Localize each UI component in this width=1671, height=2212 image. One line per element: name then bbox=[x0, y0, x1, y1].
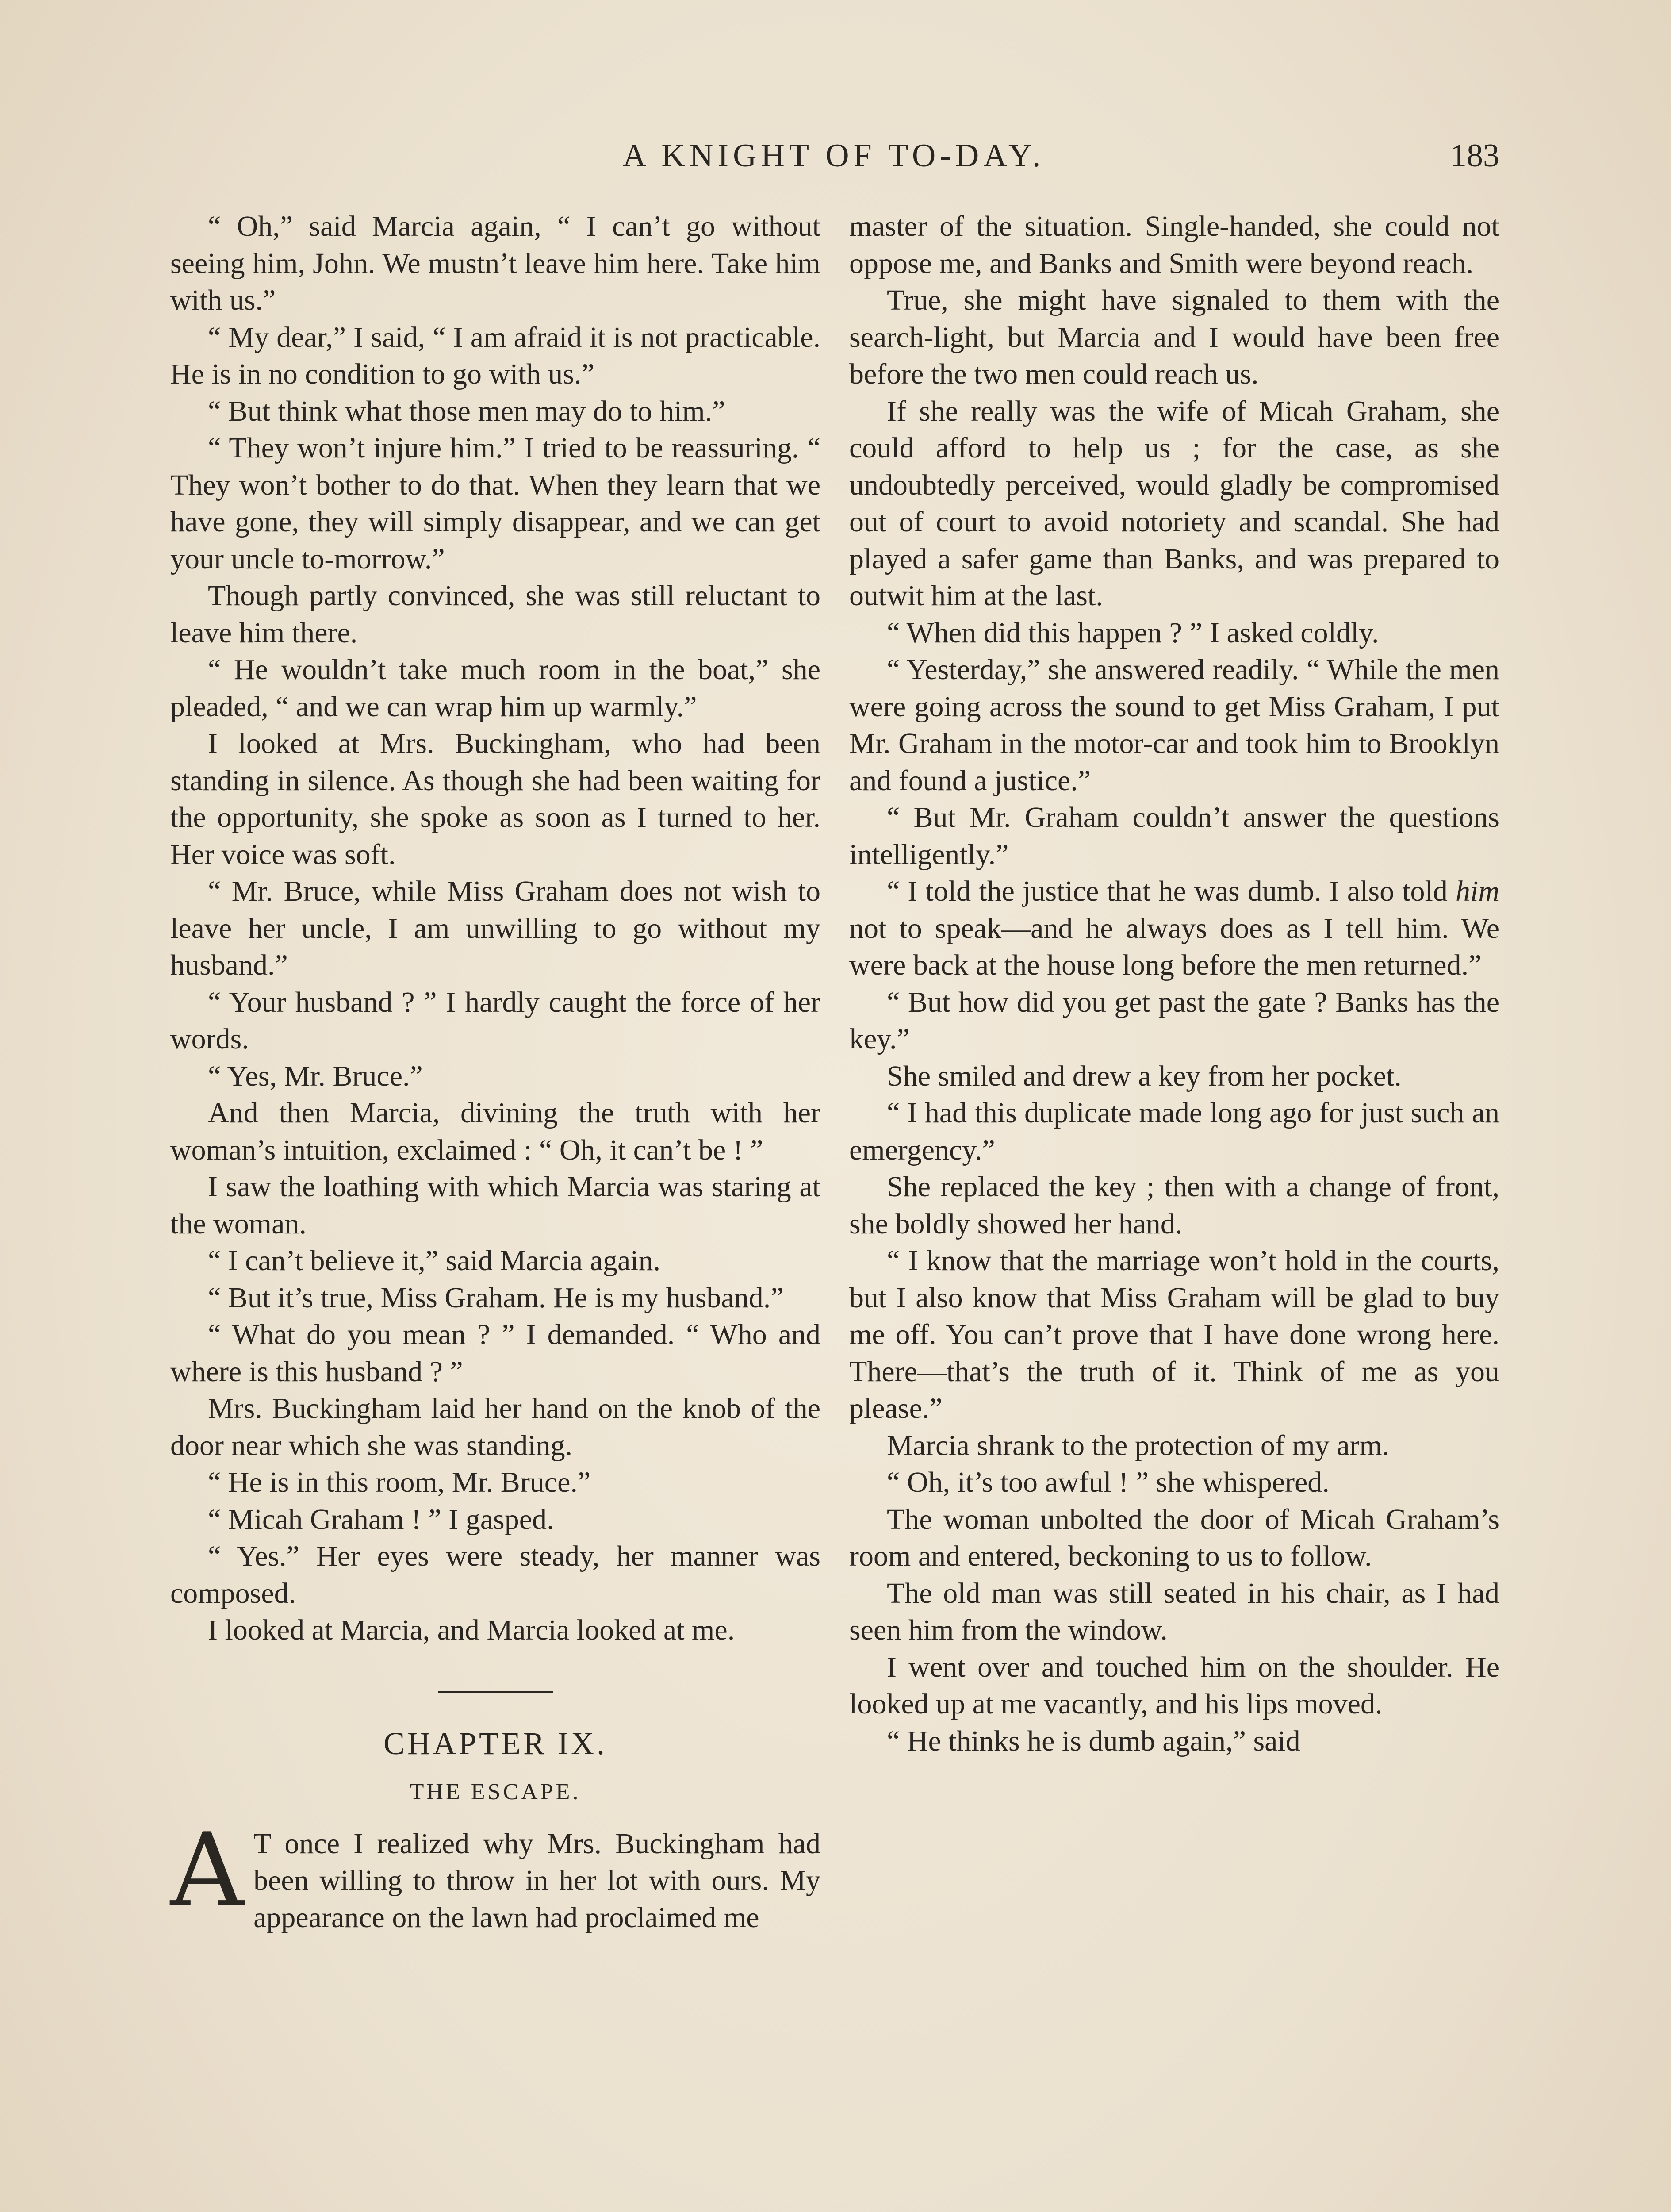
paragraph: “ Yesterday,” she answered readily. “ While the men were going across the sound to get Miss Graham, I put Mr. Graham in the motor-car and took him to Brooklyn and found a justice.” bbox=[849, 653, 1499, 797]
paragraph: “ But think what those men may do to him.” bbox=[208, 395, 725, 427]
paragraph: “ But Mr. Graham couldn’t answer the questions intelligently.” bbox=[849, 801, 1499, 871]
chapter-opening-paragraph bbox=[170, 1811, 820, 1936]
right-column bbox=[849, 208, 1499, 1759]
paragraph: “ Micah Graham ! ” I gasped. bbox=[208, 1503, 554, 1536]
paragraph: “ I can’t believe it,” said Marcia again. bbox=[208, 1244, 661, 1277]
paragraph: “ He is in this room, Mr. Bruce.” bbox=[208, 1466, 591, 1498]
text-run: not to speak—and he always does as I tell him. We were back at the house long before the men returned.” bbox=[849, 912, 1499, 981]
paragraph: “ I know that the marriage won’t hold in the courts, but I also know that Miss Graham will be glad to buy me off. You can’t prove that I have done wrong here. There—that’s the truth of it. Think of me as you please.” bbox=[849, 1244, 1499, 1425]
paragraph: She replaced the key ; then with a change of front, she boldly showed her hand. bbox=[849, 1171, 1499, 1240]
paragraph: True, she might have signaled to them with the search-light, but Marcia and I would have been free before the two men could reach us. bbox=[849, 284, 1499, 390]
paragraph: The old man was still seated in his chair, as I had seen him from the window. bbox=[849, 1577, 1499, 1646]
paragraph: And then Marcia, divining the truth with her woman’s intuition, exclaimed : “ Oh, it can’t be ! ” bbox=[170, 1097, 820, 1166]
section-divider bbox=[438, 1691, 553, 1693]
paragraph: “ Oh,” said Marcia again, “ I can’t go without seeing him, John. We mustn’t leave him here. Take him with us.” bbox=[170, 210, 820, 316]
paragraph: “ What do you mean ? ” I demanded. “ Who and where is this husband ? ” bbox=[170, 1318, 820, 1388]
paragraph: “ Mr. Bruce, while Miss Graham does not wish to leave her uncle, I am unwilling to go without my husband.” bbox=[170, 875, 820, 981]
paragraph bbox=[849, 873, 1499, 984]
paragraph: “ Yes.” Her eyes were steady, her manner was composed. bbox=[170, 1540, 820, 1609]
running-title: A KNIGHT OF TO-DAY. bbox=[622, 138, 1045, 174]
paragraph: “ But how did you get past the gate ? Banks has the key.” bbox=[849, 986, 1499, 1055]
paragraph: Marcia shrank to the protection of my arm. bbox=[887, 1429, 1390, 1462]
chapter-opening-text: T once I realized why Mrs. Buckingham had been willing to throw in her lot with ours. My appearance on the lawn had proclaimed me bbox=[253, 1827, 820, 1934]
paragraph: “ Your husband ? ” I hardly caught the force of her words. bbox=[170, 986, 820, 1055]
paragraph: Though partly convinced, she was still reluctant to leave him there. bbox=[170, 580, 820, 649]
paragraph: I went over and touched him on the shoulder. He looked up at me vacantly, and his lips moved. bbox=[849, 1651, 1499, 1720]
chapter-subtitle: THE ESCAPE. bbox=[410, 1779, 581, 1805]
paragraph: She smiled and drew a key from her pocket. bbox=[887, 1060, 1402, 1092]
paragraph: “ I had this duplicate made long ago for just such an emergency.” bbox=[849, 1097, 1499, 1166]
drop-cap: A bbox=[170, 1811, 244, 1930]
paragraph: I looked at Mrs. Buckingham, who had been standing in silence. As though she had been waiting for the opportunity, she spoke as soon as I turned to her. Her voice was soft. bbox=[170, 727, 820, 871]
paragraph: If she really was the wife of Micah Graham, she could afford to help us ; for the case, as she undoubtedly perceived, would gladly be compromised out of court to avoid notoriety and scandal. She had played a safer game than Banks, and was prepared to outwit him at the last. bbox=[849, 395, 1499, 612]
page-number: 183 bbox=[1450, 138, 1499, 174]
paragraph: “ He wouldn’t take much room in the boat,” she pleaded, “ and we can wrap him up warmly.” bbox=[170, 653, 820, 723]
paragraph: I looked at Marcia, and Marcia looked at me. bbox=[208, 1614, 735, 1646]
italic-emphasis: him bbox=[1456, 875, 1499, 907]
paragraph: The woman unbolted the door of Micah Graham’s room and entered, beckoning to us to follow. bbox=[849, 1503, 1499, 1572]
paragraph: “ But it’s true, Miss Graham. He is my husband.” bbox=[208, 1281, 784, 1314]
chapter-title: CHAPTER IX. bbox=[383, 1725, 607, 1761]
paragraph: “ My dear,” I said, “ I am afraid it is not practicable. He is in no condition to go with us.” bbox=[170, 321, 820, 390]
left-column bbox=[170, 208, 820, 1936]
paragraph: Mrs. Buckingham laid her hand on the knob of the door near which she was standing. bbox=[170, 1392, 820, 1462]
paragraph: “ He thinks he is dumb again,” said bbox=[887, 1724, 1300, 1757]
paragraph: “ They won’t injure him.” I tried to be reassuring. “ They won’t bother to do that. When they learn that we have gone, they will simply disappear, and we can get your uncle to-morrow.” bbox=[170, 432, 820, 575]
paragraph-continued: master of the situation. Single-handed, she could not oppose me, and Banks and Smith were beyond reach. bbox=[849, 210, 1499, 280]
paragraph: “ Oh, it’s too awful ! ” she whispered. bbox=[887, 1466, 1330, 1498]
paragraph: I saw the loathing with which Marcia was staring at the woman. bbox=[170, 1171, 820, 1240]
page-header bbox=[168, 137, 1499, 181]
text-run: “ I told the justice that he was dumb. I also told bbox=[887, 875, 1456, 907]
paragraph: “ When did this happen ? ” I asked coldly. bbox=[887, 616, 1379, 649]
paragraph: “ Yes, Mr. Bruce.” bbox=[208, 1060, 423, 1092]
